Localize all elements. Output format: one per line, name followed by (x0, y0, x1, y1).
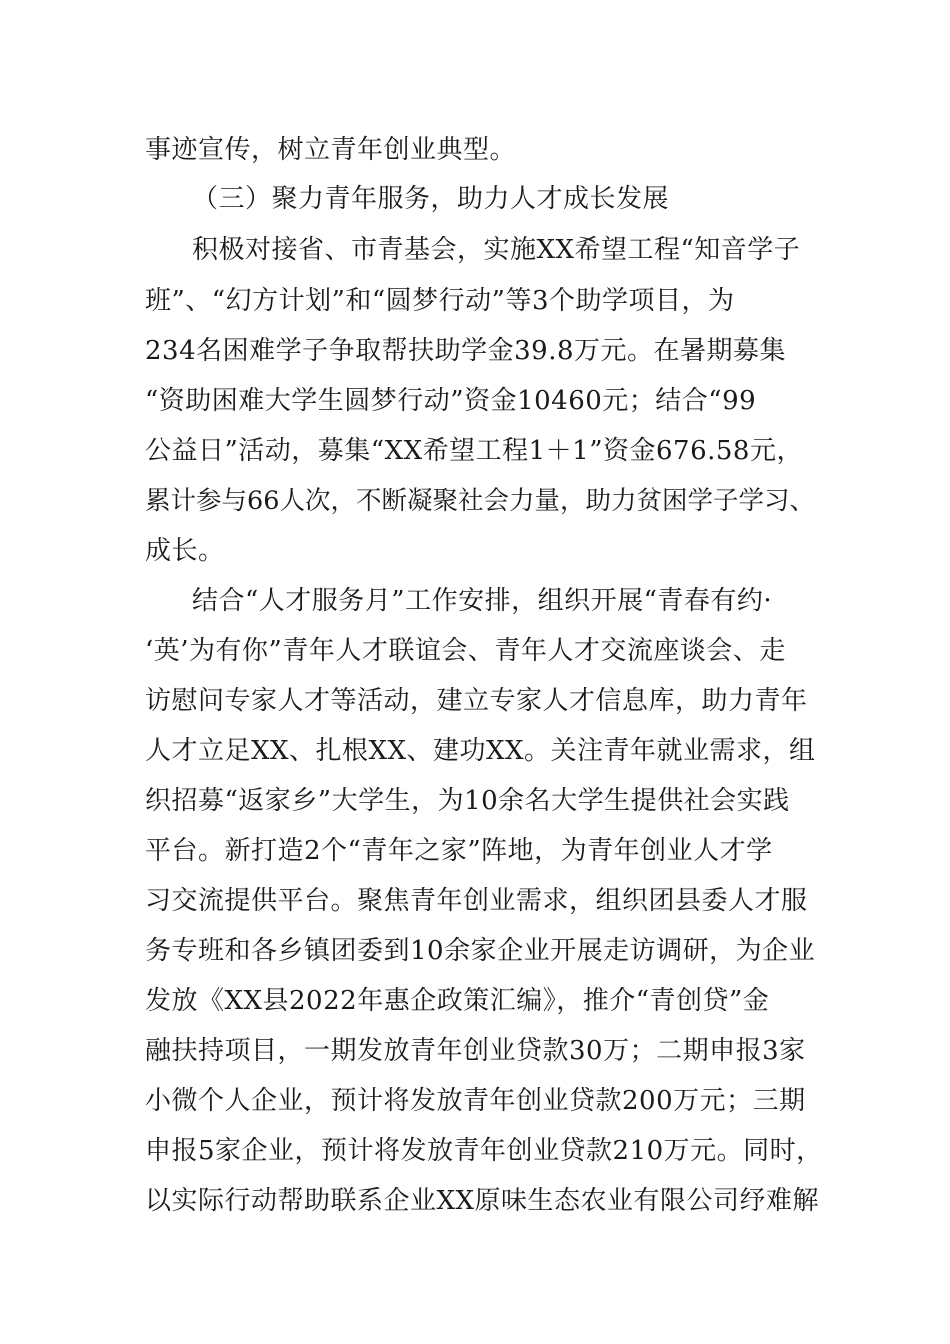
text-line: 积极对接省、市青基会，实施XX希望工程“知音学子 (192, 235, 801, 265)
section-heading: （三）聚力青年服务，助力人才成长发展 (192, 184, 670, 214)
text-line: 申报5家企业，预计将发放青年创业贷款210万元。同时， (145, 1136, 823, 1166)
text-line: 公益日”活动，募集“XX希望工程1＋1”资金676.58元， (145, 436, 803, 466)
text-line: 务专班和各乡镇团委到10余家企业开展走访调研，为企业 (145, 936, 816, 966)
text-line: 事迹宣传，树立青年创业典型。 (145, 135, 517, 165)
text-line: 成长。 (145, 536, 225, 566)
text-line: 以实际行动帮助联系企业XX原味生态农业有限公司纾难解 (145, 1186, 820, 1216)
text-line: 平台。新打造2个“青年之家”阵地，为青年创业人才学 (145, 836, 773, 866)
text-line: 融扶持项目，一期发放青年创业贷款30万；二期申报3家 (145, 1036, 806, 1066)
text-line: 结合“人才服务月”工作安排，组织开展“青春有约· (192, 586, 773, 616)
text-line: 访慰问专家人才等活动，建立专家人才信息库，助力青年 (145, 686, 808, 716)
text-line: 小微个人企业，预计将发放青年创业贷款200万元；三期 (145, 1086, 806, 1116)
text-line: 累计参与66人次，不断凝聚社会力量，助力贫困学子学习、 (145, 486, 815, 516)
text-line: 人才立足XX、扎根XX、建功XX。关注青年就业需求，组 (145, 736, 816, 766)
text-line: 234名困难学子争取帮扶助学金39.8万元。在暑期募集 (145, 336, 787, 366)
text-line: “资助困难大学生圆梦行动”资金10460元；结合“99 (145, 386, 757, 416)
text-line: 习交流提供平台。聚焦青年创业需求，组织团县委人才服 (145, 886, 808, 916)
text-line: 织招募“返家乡”大学生，为10余名大学生提供社会实践 (145, 786, 790, 816)
text-line: 班”、“幻方计划”和“圆梦行动”等3个助学项目，为 (145, 286, 735, 316)
text-line: 发放《XX县2022年惠企政策汇编》，推介“青创贷”金 (145, 986, 770, 1016)
text-line: ‘英’为有你”青年人才联谊会、青年人才交流座谈会、走 (145, 636, 786, 666)
